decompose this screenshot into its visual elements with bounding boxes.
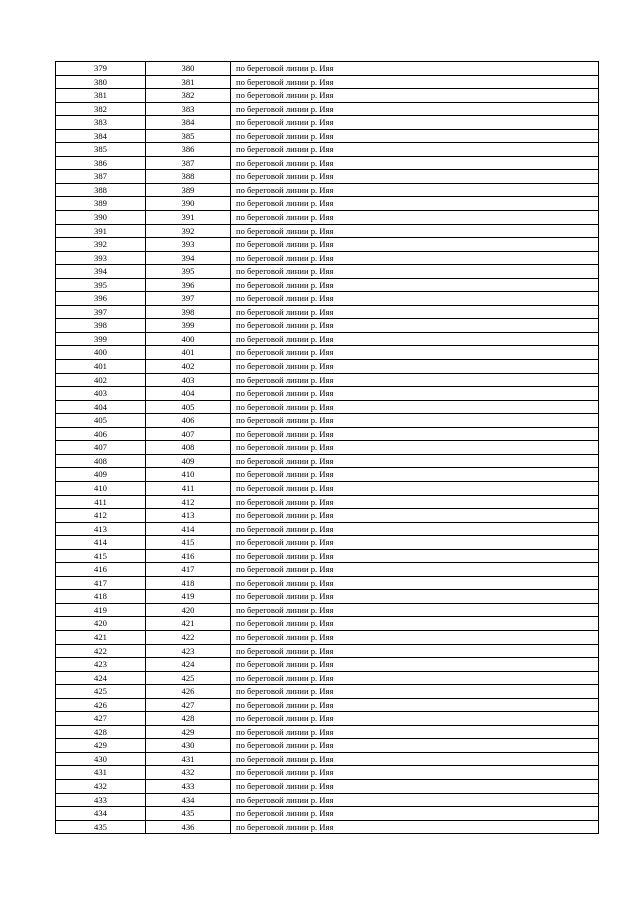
point-to-cell: 424 <box>146 658 231 672</box>
boundary-description-cell: по береговой линии р. Ияя <box>231 346 599 360</box>
table-row <box>56 820 599 834</box>
point-from-cell: 428 <box>56 725 146 739</box>
point-from-cell: 427 <box>56 712 146 726</box>
point-to-cell: 413 <box>146 509 231 523</box>
table-row <box>56 156 599 170</box>
point-to-cell: 431 <box>146 752 231 766</box>
point-to-cell: 391 <box>146 211 231 225</box>
point-to-cell: 394 <box>146 251 231 265</box>
boundary-description-cell: по береговой линии р. Ияя <box>231 265 599 279</box>
table-row <box>56 400 599 414</box>
point-from-cell: 424 <box>56 671 146 685</box>
point-from-cell: 379 <box>56 62 146 76</box>
point-from-cell: 418 <box>56 590 146 604</box>
point-to-cell: 382 <box>146 89 231 103</box>
point-to-cell: 420 <box>146 603 231 617</box>
point-from-cell: 383 <box>56 116 146 130</box>
boundary-description-cell: по береговой линии р. Ияя <box>231 360 599 374</box>
point-from-cell: 391 <box>56 224 146 238</box>
boundary-description-cell: по береговой линии р. Ияя <box>231 766 599 780</box>
point-from-cell: 417 <box>56 576 146 590</box>
boundary-description-cell: по береговой линии р. Ияя <box>231 752 599 766</box>
point-to-cell: 433 <box>146 779 231 793</box>
boundary-description-cell: по береговой линии р. Ияя <box>231 197 599 211</box>
table-row <box>56 563 599 577</box>
point-to-cell: 409 <box>146 454 231 468</box>
boundary-description-cell: по береговой линии р. Ияя <box>231 454 599 468</box>
point-from-cell: 420 <box>56 617 146 631</box>
table-row <box>56 251 599 265</box>
boundary-description-cell: по береговой линии р. Ияя <box>231 332 599 346</box>
point-from-cell: 403 <box>56 387 146 401</box>
table-row <box>56 725 599 739</box>
table-row <box>56 509 599 523</box>
point-to-cell: 407 <box>146 427 231 441</box>
point-from-cell: 432 <box>56 779 146 793</box>
table-row <box>56 211 599 225</box>
point-from-cell: 380 <box>56 75 146 89</box>
point-from-cell: 409 <box>56 468 146 482</box>
point-from-cell: 419 <box>56 603 146 617</box>
boundary-description-cell: по береговой линии р. Ияя <box>231 305 599 319</box>
point-from-cell: 412 <box>56 509 146 523</box>
point-from-cell: 401 <box>56 360 146 374</box>
table-row <box>56 441 599 455</box>
table-row <box>56 238 599 252</box>
boundary-description-cell: по береговой линии р. Ияя <box>231 739 599 753</box>
point-to-cell: 416 <box>146 549 231 563</box>
point-from-cell: 398 <box>56 319 146 333</box>
point-to-cell: 410 <box>146 468 231 482</box>
boundary-description-cell: по береговой линии р. Ияя <box>231 75 599 89</box>
point-to-cell: 427 <box>146 698 231 712</box>
point-from-cell: 421 <box>56 630 146 644</box>
point-from-cell: 388 <box>56 183 146 197</box>
point-to-cell: 417 <box>146 563 231 577</box>
point-to-cell: 412 <box>146 495 231 509</box>
table-row <box>56 495 599 509</box>
boundary-description-cell: по береговой линии р. Ияя <box>231 251 599 265</box>
point-to-cell: 400 <box>146 332 231 346</box>
point-from-cell: 402 <box>56 373 146 387</box>
boundary-description-cell: по береговой линии р. Ияя <box>231 725 599 739</box>
table-row <box>56 143 599 157</box>
table-row <box>56 197 599 211</box>
point-to-cell: 390 <box>146 197 231 211</box>
table-body <box>56 62 599 834</box>
boundary-description-cell: по береговой линии р. Ияя <box>231 102 599 116</box>
boundary-description-cell: по береговой линии р. Ияя <box>231 563 599 577</box>
table-row <box>56 75 599 89</box>
boundary-description-cell: по береговой линии р. Ияя <box>231 400 599 414</box>
point-to-cell: 388 <box>146 170 231 184</box>
table-row <box>56 89 599 103</box>
point-from-cell: 435 <box>56 820 146 834</box>
point-from-cell: 426 <box>56 698 146 712</box>
boundary-description-cell: по береговой линии р. Ияя <box>231 630 599 644</box>
point-to-cell: 421 <box>146 617 231 631</box>
point-from-cell: 393 <box>56 251 146 265</box>
point-from-cell: 408 <box>56 454 146 468</box>
point-to-cell: 414 <box>146 522 231 536</box>
point-from-cell: 425 <box>56 685 146 699</box>
point-to-cell: 399 <box>146 319 231 333</box>
point-from-cell: 387 <box>56 170 146 184</box>
table-row <box>56 224 599 238</box>
boundary-description-cell: по береговой линии р. Ияя <box>231 468 599 482</box>
boundary-description-cell: по береговой линии р. Ияя <box>231 170 599 184</box>
table-row <box>56 116 599 130</box>
table-row <box>56 102 599 116</box>
boundary-description-cell: по береговой линии р. Ияя <box>231 712 599 726</box>
point-from-cell: 416 <box>56 563 146 577</box>
boundary-description-cell: по береговой линии р. Ияя <box>231 319 599 333</box>
point-from-cell: 431 <box>56 766 146 780</box>
boundary-description-cell: по береговой линии р. Ияя <box>231 779 599 793</box>
point-from-cell: 423 <box>56 658 146 672</box>
table-row <box>56 360 599 374</box>
table-row <box>56 590 599 604</box>
point-to-cell: 432 <box>146 766 231 780</box>
point-to-cell: 402 <box>146 360 231 374</box>
point-to-cell: 380 <box>146 62 231 76</box>
point-from-cell: 384 <box>56 129 146 143</box>
point-to-cell: 428 <box>146 712 231 726</box>
boundary-description-cell: по береговой линии р. Ияя <box>231 183 599 197</box>
point-to-cell: 426 <box>146 685 231 699</box>
boundary-description-cell: по береговой линии р. Ияя <box>231 671 599 685</box>
table-row <box>56 576 599 590</box>
table-row <box>56 454 599 468</box>
point-from-cell: 386 <box>56 156 146 170</box>
point-to-cell: 395 <box>146 265 231 279</box>
point-to-cell: 384 <box>146 116 231 130</box>
table-row <box>56 685 599 699</box>
boundary-description-cell: по береговой линии р. Ияя <box>231 89 599 103</box>
point-from-cell: 406 <box>56 427 146 441</box>
boundary-description-cell: по береговой линии р. Ияя <box>231 143 599 157</box>
point-to-cell: 403 <box>146 373 231 387</box>
boundary-description-cell: по береговой линии р. Ияя <box>231 603 599 617</box>
boundary-description-cell: по береговой линии р. Ияя <box>231 807 599 821</box>
point-from-cell: 422 <box>56 644 146 658</box>
table-row <box>56 793 599 807</box>
boundary-description-cell: по береговой линии р. Ияя <box>231 427 599 441</box>
boundary-description-cell: по береговой линии р. Ияя <box>231 576 599 590</box>
point-from-cell: 413 <box>56 522 146 536</box>
table-row <box>56 427 599 441</box>
table-row <box>56 292 599 306</box>
point-to-cell: 415 <box>146 536 231 550</box>
table-row <box>56 617 599 631</box>
table-row <box>56 536 599 550</box>
boundary-description-cell: по береговой линии р. Ияя <box>231 116 599 130</box>
point-from-cell: 389 <box>56 197 146 211</box>
boundary-description-cell: по береговой линии р. Ияя <box>231 278 599 292</box>
boundary-description-cell: по береговой линии р. Ияя <box>231 373 599 387</box>
boundary-description-cell: по береговой линии р. Ияя <box>231 522 599 536</box>
point-to-cell: 436 <box>146 820 231 834</box>
table-row <box>56 170 599 184</box>
table-row <box>56 739 599 753</box>
boundary-description-cell: по береговой линии р. Ияя <box>231 62 599 76</box>
point-to-cell: 398 <box>146 305 231 319</box>
point-to-cell: 408 <box>146 441 231 455</box>
table-row <box>56 183 599 197</box>
point-to-cell: 396 <box>146 278 231 292</box>
boundary-description-cell: по береговой линии р. Ияя <box>231 156 599 170</box>
boundary-description-cell: по береговой линии р. Ияя <box>231 549 599 563</box>
point-from-cell: 414 <box>56 536 146 550</box>
table-row <box>56 481 599 495</box>
point-from-cell: 382 <box>56 102 146 116</box>
boundary-description-cell: по береговой линии р. Ияя <box>231 590 599 604</box>
boundary-description-cell: по береговой линии р. Ияя <box>231 224 599 238</box>
point-from-cell: 392 <box>56 238 146 252</box>
boundary-description-cell: по береговой линии р. Ияя <box>231 441 599 455</box>
table-row <box>56 658 599 672</box>
point-from-cell: 396 <box>56 292 146 306</box>
point-to-cell: 405 <box>146 400 231 414</box>
table-row <box>56 62 599 76</box>
point-to-cell: 381 <box>146 75 231 89</box>
boundary-description-cell: по береговой линии р. Ияя <box>231 793 599 807</box>
point-from-cell: 405 <box>56 414 146 428</box>
point-to-cell: 389 <box>146 183 231 197</box>
boundary-description-cell: по береговой линии р. Ияя <box>231 129 599 143</box>
point-to-cell: 401 <box>146 346 231 360</box>
table-row <box>56 319 599 333</box>
point-to-cell: 397 <box>146 292 231 306</box>
table-row <box>56 129 599 143</box>
boundary-description-cell: по береговой линии р. Ияя <box>231 414 599 428</box>
point-from-cell: 415 <box>56 549 146 563</box>
point-to-cell: 430 <box>146 739 231 753</box>
point-from-cell: 410 <box>56 481 146 495</box>
point-from-cell: 404 <box>56 400 146 414</box>
point-to-cell: 392 <box>146 224 231 238</box>
point-to-cell: 387 <box>146 156 231 170</box>
table-row <box>56 468 599 482</box>
point-to-cell: 419 <box>146 590 231 604</box>
table-row <box>56 698 599 712</box>
boundary-description-cell: по береговой линии р. Ияя <box>231 292 599 306</box>
table-row <box>56 671 599 685</box>
point-from-cell: 411 <box>56 495 146 509</box>
boundary-description-cell: по береговой линии р. Ияя <box>231 617 599 631</box>
boundary-description-cell: по береговой линии р. Ияя <box>231 211 599 225</box>
point-to-cell: 393 <box>146 238 231 252</box>
table-row <box>56 807 599 821</box>
table-row <box>56 305 599 319</box>
table-row <box>56 752 599 766</box>
boundary-description-cell: по береговой линии р. Ияя <box>231 698 599 712</box>
point-to-cell: 385 <box>146 129 231 143</box>
point-from-cell: 390 <box>56 211 146 225</box>
point-from-cell: 397 <box>56 305 146 319</box>
boundary-description-cell: по береговой линии р. Ияя <box>231 509 599 523</box>
boundary-description-cell: по береговой линии р. Ияя <box>231 685 599 699</box>
table-row <box>56 522 599 536</box>
boundary-description-cell: по береговой линии р. Ияя <box>231 238 599 252</box>
boundary-description-cell: по береговой линии р. Ияя <box>231 387 599 401</box>
table-row <box>56 630 599 644</box>
point-from-cell: 394 <box>56 265 146 279</box>
table-row <box>56 414 599 428</box>
table-row <box>56 712 599 726</box>
boundary-points-table <box>55 61 599 834</box>
table-row <box>56 346 599 360</box>
point-to-cell: 406 <box>146 414 231 428</box>
point-to-cell: 429 <box>146 725 231 739</box>
point-from-cell: 400 <box>56 346 146 360</box>
boundary-description-cell: по береговой линии р. Ияя <box>231 644 599 658</box>
table-row <box>56 549 599 563</box>
point-from-cell: 385 <box>56 143 146 157</box>
point-to-cell: 425 <box>146 671 231 685</box>
point-to-cell: 411 <box>146 481 231 495</box>
point-to-cell: 422 <box>146 630 231 644</box>
point-to-cell: 404 <box>146 387 231 401</box>
point-to-cell: 386 <box>146 143 231 157</box>
table-row <box>56 603 599 617</box>
boundary-description-cell: по береговой линии р. Ияя <box>231 481 599 495</box>
point-from-cell: 395 <box>56 278 146 292</box>
point-to-cell: 434 <box>146 793 231 807</box>
table-row <box>56 265 599 279</box>
table-row <box>56 779 599 793</box>
table-row <box>56 387 599 401</box>
point-from-cell: 429 <box>56 739 146 753</box>
table-row <box>56 332 599 346</box>
point-to-cell: 418 <box>146 576 231 590</box>
point-to-cell: 435 <box>146 807 231 821</box>
point-from-cell: 430 <box>56 752 146 766</box>
point-from-cell: 407 <box>56 441 146 455</box>
table-row <box>56 373 599 387</box>
boundary-description-cell: по береговой линии р. Ияя <box>231 536 599 550</box>
point-from-cell: 434 <box>56 807 146 821</box>
point-from-cell: 399 <box>56 332 146 346</box>
point-to-cell: 383 <box>146 102 231 116</box>
table-row <box>56 644 599 658</box>
boundary-description-cell: по береговой линии р. Ияя <box>231 658 599 672</box>
boundary-description-cell: по береговой линии р. Ияя <box>231 820 599 834</box>
point-from-cell: 433 <box>56 793 146 807</box>
point-to-cell: 423 <box>146 644 231 658</box>
table-row <box>56 766 599 780</box>
boundary-description-cell: по береговой линии р. Ияя <box>231 495 599 509</box>
table-row <box>56 278 599 292</box>
point-from-cell: 381 <box>56 89 146 103</box>
